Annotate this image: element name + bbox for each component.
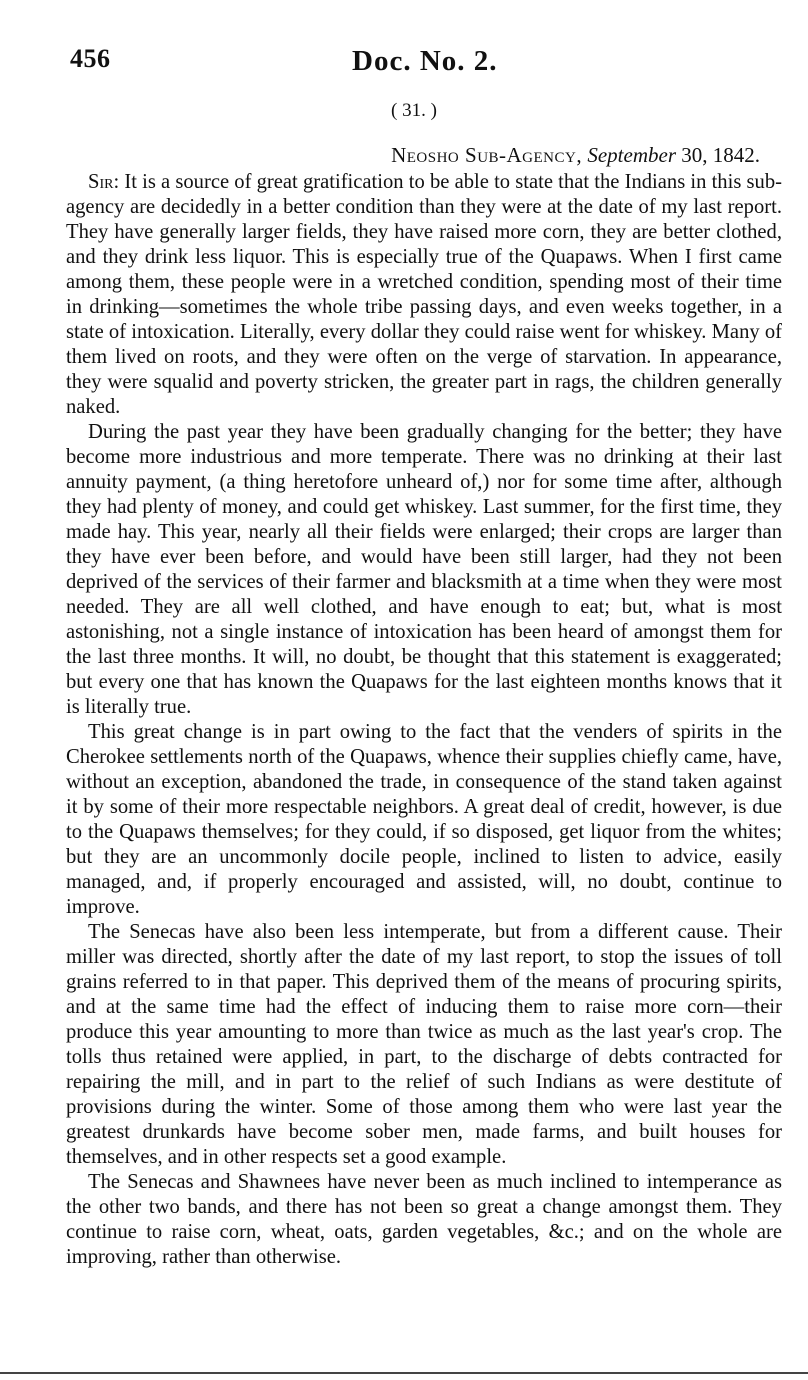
paragraph-text: It is a source of great gratification to be able to state that the Indians in this sub-agency are decidedly in a better condition than they were at the date of my last report. They have generally larger fields, they have raised more corn, they are better clothed, and they drink less liquor. This is especially true of the Quapaws. When I first came among them, these people were in a wretched condition, spending most of their time in drinking—sometimes the whole tribe passing days, and even weeks together, in a state of intoxication. Literally, every dollar they could raise went for whiskey. Many of them lived on roots, and they were often on the verge of starvation. In appearance, they were squalid and poverty stricken, the greater part in rags, the children generally naked. <box>66 171 782 418</box>
dateline <box>391 143 760 168</box>
page-edge-rule <box>0 1372 808 1374</box>
salutation: Sir: <box>88 171 120 193</box>
paragraph: The Senecas have also been less intemperate, but from a different cause. Their miller was directed, shortly after the date of my last report, to stop the issues of toll grains referred to in that paper. This deprived them of the means of procuring spirits, and at the same time had the effect of inducing them to raise more corn—their produce this year amounting to more than twice as much as the last year's crop. The tolls thus retained were applied, in part, to the discharge of debts contracted for repairing the mill, and in part to the relief of such Indians as were destitute of provisions during the winter. Some of those among them who were last year the greatest drunkards have become sober men, made farms, and built houses for themselves, and in other respects set a good example. <box>66 921 782 1168</box>
document-number: ( 31. ) <box>391 100 437 121</box>
letter-body <box>66 170 782 1270</box>
dateline-place: Neosho Sub-Agency, <box>391 143 583 167</box>
paragraph: During the past year they have been gradually changing for the better; they have become more industrious and more temperate. There was no drinking at their last annuity payment, (a thing heretofore unheard of,) nor for some time after, although they had plenty of money, and could get whiskey. Last summer, for the first time, they made hay. This year, nearly all their fields were enlarged; their crops are larger than they have ever been before, and would have been still larger, had they not been deprived of the services of their farmer and blacksmith at a time when they were most needed. They are all well clothed, and have enough to eat; but, what is most astonishing, not a single instance of intoxication has been heard of amongst them for the last three months. It will, no doubt, be thought that this statement is exaggerated; but every one that has known the Quapaws for the last eighteen months knows that it is literally true. <box>66 421 782 718</box>
document-title: Doc. No. 2. <box>352 45 498 77</box>
dateline-date: 30, 1842. <box>676 143 760 167</box>
paragraph: This great change is in part owing to the fact that the venders of spirits in the Cherokee settlements north of the Quapaws, whence their supplies chiefly came, have, without an exception, abandoned the trade, in consequence of the stand taken against it by some of their more respectable neighbors. A great deal of credit, however, is due to the Quapaws themselves; for they could, if so disposed, get liquor from the whites; but they are an uncommonly docile people, inclined to listen to advice, easily managed, and, if properly encouraged and assisted, will, no doubt, continue to improve. <box>66 721 782 918</box>
paragraph: The Senecas and Shawnees have never been as much inclined to intemperance as the other two bands, and there has not been so great a change amongst them. They continue to raise corn, wheat, oats, garden vegetables, &c.; and on the whole are improving, rather than otherwise. <box>66 1171 782 1268</box>
page-number: 456 <box>70 44 111 73</box>
paragraph <box>66 170 782 420</box>
dateline-month: September <box>587 143 676 167</box>
